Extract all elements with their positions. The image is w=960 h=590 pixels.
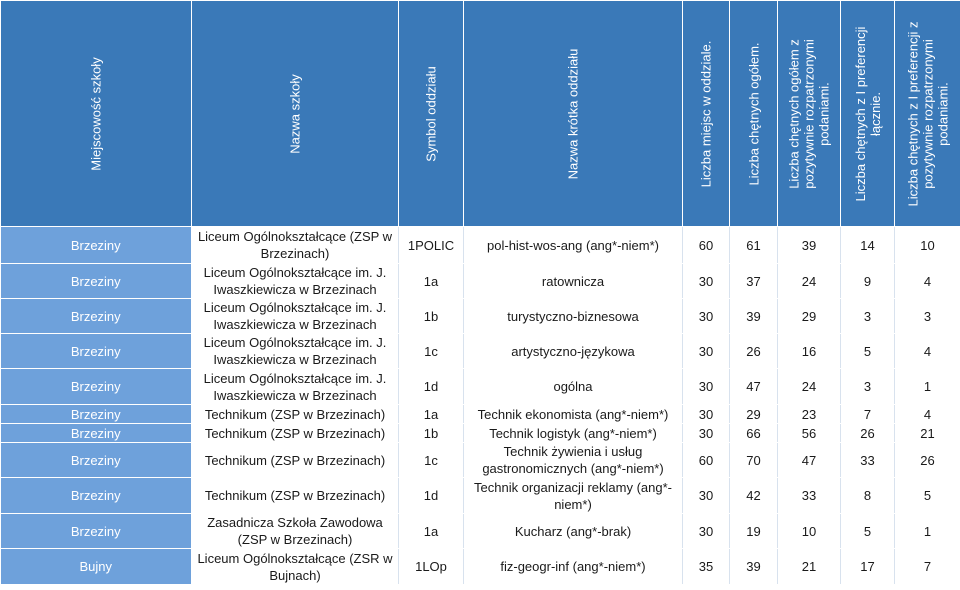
cell-school: Zasadnicza Szkoła Zawodowa (ZSP w Brzezinach) xyxy=(192,514,399,549)
cell-applicants-positive: 29 xyxy=(778,299,841,334)
cell-location: Brzeziny xyxy=(1,443,192,478)
table-row xyxy=(1,514,960,549)
cell-symbol: 1POLIC xyxy=(399,227,464,264)
header-applicants-positive xyxy=(778,1,841,227)
cell-school: Liceum Ogólnokształcące im. J. Iwaszkiewicza w Brzezinach xyxy=(192,264,399,299)
header-applicants-positive-label: Liczba chętnych ogółem z pozytywnie rozpatrzonymi podaniami. xyxy=(786,38,832,189)
cell-short-name: Technik ekonomista (ang*-niem*) xyxy=(464,405,683,424)
cell-school: Technikum (ZSP w Brzezinach) xyxy=(192,424,399,443)
cell-location: Brzeziny xyxy=(1,334,192,369)
cell-first-pref-positive: 4 xyxy=(895,264,960,299)
header-row xyxy=(1,1,960,227)
cell-symbol: 1a xyxy=(399,405,464,424)
cell-school: Liceum Ogólnokształcące im. J. Iwaszkiewicza w Brzezinach xyxy=(192,334,399,369)
cell-symbol: 1d xyxy=(399,478,464,514)
cell-first-pref: 9 xyxy=(841,264,895,299)
cell-seats: 30 xyxy=(683,299,730,334)
table-row xyxy=(1,334,960,369)
table-row xyxy=(1,478,960,514)
header-short-name-label: Nazwa krótka oddziału xyxy=(565,48,581,179)
header-symbol-label: Symbol oddziału xyxy=(423,65,439,162)
cell-symbol: 1c xyxy=(399,443,464,478)
cell-applicants: 39 xyxy=(730,549,778,585)
cell-applicants-positive: 16 xyxy=(778,334,841,369)
cell-school: Technikum (ZSP w Brzezinach) xyxy=(192,443,399,478)
cell-school: Technikum (ZSP w Brzezinach) xyxy=(192,405,399,424)
cell-symbol: 1c xyxy=(399,334,464,369)
cell-location: Brzeziny xyxy=(1,514,192,549)
cell-first-pref: 8 xyxy=(841,478,895,514)
header-first-pref xyxy=(841,1,895,227)
cell-applicants-positive: 47 xyxy=(778,443,841,478)
cell-short-name: fiz-geogr-inf (ang*-niem*) xyxy=(464,549,683,585)
cell-first-pref-positive: 1 xyxy=(895,369,960,405)
cell-applicants: 39 xyxy=(730,299,778,334)
header-applicants-label: Liczba chętnych ogółem. xyxy=(746,41,761,186)
cell-short-name: Technik organizacji reklamy (ang*-niem*) xyxy=(464,478,683,514)
cell-symbol: 1b xyxy=(399,299,464,334)
table-row xyxy=(1,405,960,424)
cell-location: Brzeziny xyxy=(1,264,192,299)
cell-applicants-positive: 21 xyxy=(778,549,841,585)
cell-school: Liceum Ogólnokształcące (ZSR w Bujnach) xyxy=(192,549,399,585)
cell-location: Brzeziny xyxy=(1,299,192,334)
cell-applicants: 70 xyxy=(730,443,778,478)
cell-applicants: 19 xyxy=(730,514,778,549)
header-location xyxy=(1,1,192,227)
cell-first-pref: 14 xyxy=(841,227,895,264)
cell-applicants: 26 xyxy=(730,334,778,369)
cell-short-name: ogólna xyxy=(464,369,683,405)
cell-first-pref-positive: 7 xyxy=(895,549,960,585)
table-row xyxy=(1,264,960,299)
cell-school: Liceum Ogólnokształcące im. J. Iwaszkiewicza w Brzezinach xyxy=(192,299,399,334)
cell-first-pref: 5 xyxy=(841,514,895,549)
header-school-label: Nazwa szkoły xyxy=(287,73,303,154)
table-row xyxy=(1,227,960,264)
header-location-label: Miejscowość szkoły xyxy=(88,56,104,171)
cell-short-name: Technik logistyk (ang*-niem*) xyxy=(464,424,683,443)
header-seats xyxy=(683,1,730,227)
cell-applicants-positive: 39 xyxy=(778,227,841,264)
cell-location: Brzeziny xyxy=(1,369,192,405)
cell-seats: 35 xyxy=(683,549,730,585)
table-row xyxy=(1,299,960,334)
header-first-pref-label: Liczba chętnych z I preferencji łącznie. xyxy=(852,26,883,201)
cell-applicants: 47 xyxy=(730,369,778,405)
cell-symbol: 1a xyxy=(399,514,464,549)
cell-first-pref-positive: 26 xyxy=(895,443,960,478)
cell-applicants-positive: 24 xyxy=(778,369,841,405)
cell-first-pref: 7 xyxy=(841,405,895,424)
cell-location: Brzeziny xyxy=(1,405,192,424)
cell-symbol: 1a xyxy=(399,264,464,299)
cell-location: Brzeziny xyxy=(1,227,192,264)
header-short-name xyxy=(464,1,683,227)
cell-short-name: turystyczno-biznesowa xyxy=(464,299,683,334)
cell-first-pref-positive: 1 xyxy=(895,514,960,549)
cell-applicants-positive: 24 xyxy=(778,264,841,299)
cell-seats: 60 xyxy=(683,443,730,478)
cell-seats: 30 xyxy=(683,369,730,405)
cell-first-pref-positive: 10 xyxy=(895,227,960,264)
cell-first-pref-positive: 4 xyxy=(895,334,960,369)
cell-seats: 60 xyxy=(683,227,730,264)
header-symbol xyxy=(399,1,464,227)
cell-seats: 30 xyxy=(683,424,730,443)
cell-first-pref: 26 xyxy=(841,424,895,443)
header-seats-label: Liczba miejsc w oddziale. xyxy=(698,40,714,187)
cell-first-pref: 17 xyxy=(841,549,895,585)
cell-seats: 30 xyxy=(683,264,730,299)
cell-location: Brzeziny xyxy=(1,478,192,514)
cell-school: Liceum Ogólnokształcące im. J. Iwaszkiewicza w Brzezinach xyxy=(192,369,399,405)
cell-location: Brzeziny xyxy=(1,424,192,443)
cell-seats: 30 xyxy=(683,334,730,369)
table-row xyxy=(1,424,960,443)
cell-applicants: 61 xyxy=(730,227,778,264)
header-applicants xyxy=(730,1,778,227)
cell-first-pref: 5 xyxy=(841,334,895,369)
cell-school: Liceum Ogólnokształcące (ZSP w Brzezinach) xyxy=(192,227,399,264)
cell-first-pref: 3 xyxy=(841,369,895,405)
table-row xyxy=(1,443,960,478)
cell-short-name: pol-hist-wos-ang (ang*-niem*) xyxy=(464,227,683,264)
cell-seats: 30 xyxy=(683,514,730,549)
cell-applicants-positive: 23 xyxy=(778,405,841,424)
cell-symbol: 1d xyxy=(399,369,464,405)
cell-school: Technikum (ZSP w Brzezinach) xyxy=(192,478,399,514)
cell-first-pref-positive: 21 xyxy=(895,424,960,443)
header-first-pref-positive-label: Liczba chętnych z I preferencji z pozytywnie rozpatrzonymi podaniami. xyxy=(905,21,950,206)
cell-short-name: Technik żywienia i usług gastronomicznych (ang*-niem*) xyxy=(464,443,683,478)
cell-applicants: 37 xyxy=(730,264,778,299)
cell-first-pref: 33 xyxy=(841,443,895,478)
cell-applicants-positive: 10 xyxy=(778,514,841,549)
cell-short-name: Kucharz (ang*-brak) xyxy=(464,514,683,549)
table-row xyxy=(1,369,960,405)
table-row xyxy=(1,549,960,585)
cell-applicants-positive: 33 xyxy=(778,478,841,514)
header-first-pref-positive xyxy=(895,1,960,227)
cell-symbol: 1LOp xyxy=(399,549,464,585)
cell-applicants: 29 xyxy=(730,405,778,424)
cell-first-pref-positive: 5 xyxy=(895,478,960,514)
header-school xyxy=(192,1,399,227)
cell-applicants: 42 xyxy=(730,478,778,514)
cell-location: Bujny xyxy=(1,549,192,585)
cell-short-name: artystyczno-językowa xyxy=(464,334,683,369)
cell-first-pref-positive: 3 xyxy=(895,299,960,334)
cell-seats: 30 xyxy=(683,405,730,424)
cell-first-pref-positive: 4 xyxy=(895,405,960,424)
cell-short-name: ratownicza xyxy=(464,264,683,299)
cell-symbol: 1b xyxy=(399,424,464,443)
cell-applicants-positive: 56 xyxy=(778,424,841,443)
cell-first-pref: 3 xyxy=(841,299,895,334)
cell-applicants: 66 xyxy=(730,424,778,443)
cell-seats: 30 xyxy=(683,478,730,514)
